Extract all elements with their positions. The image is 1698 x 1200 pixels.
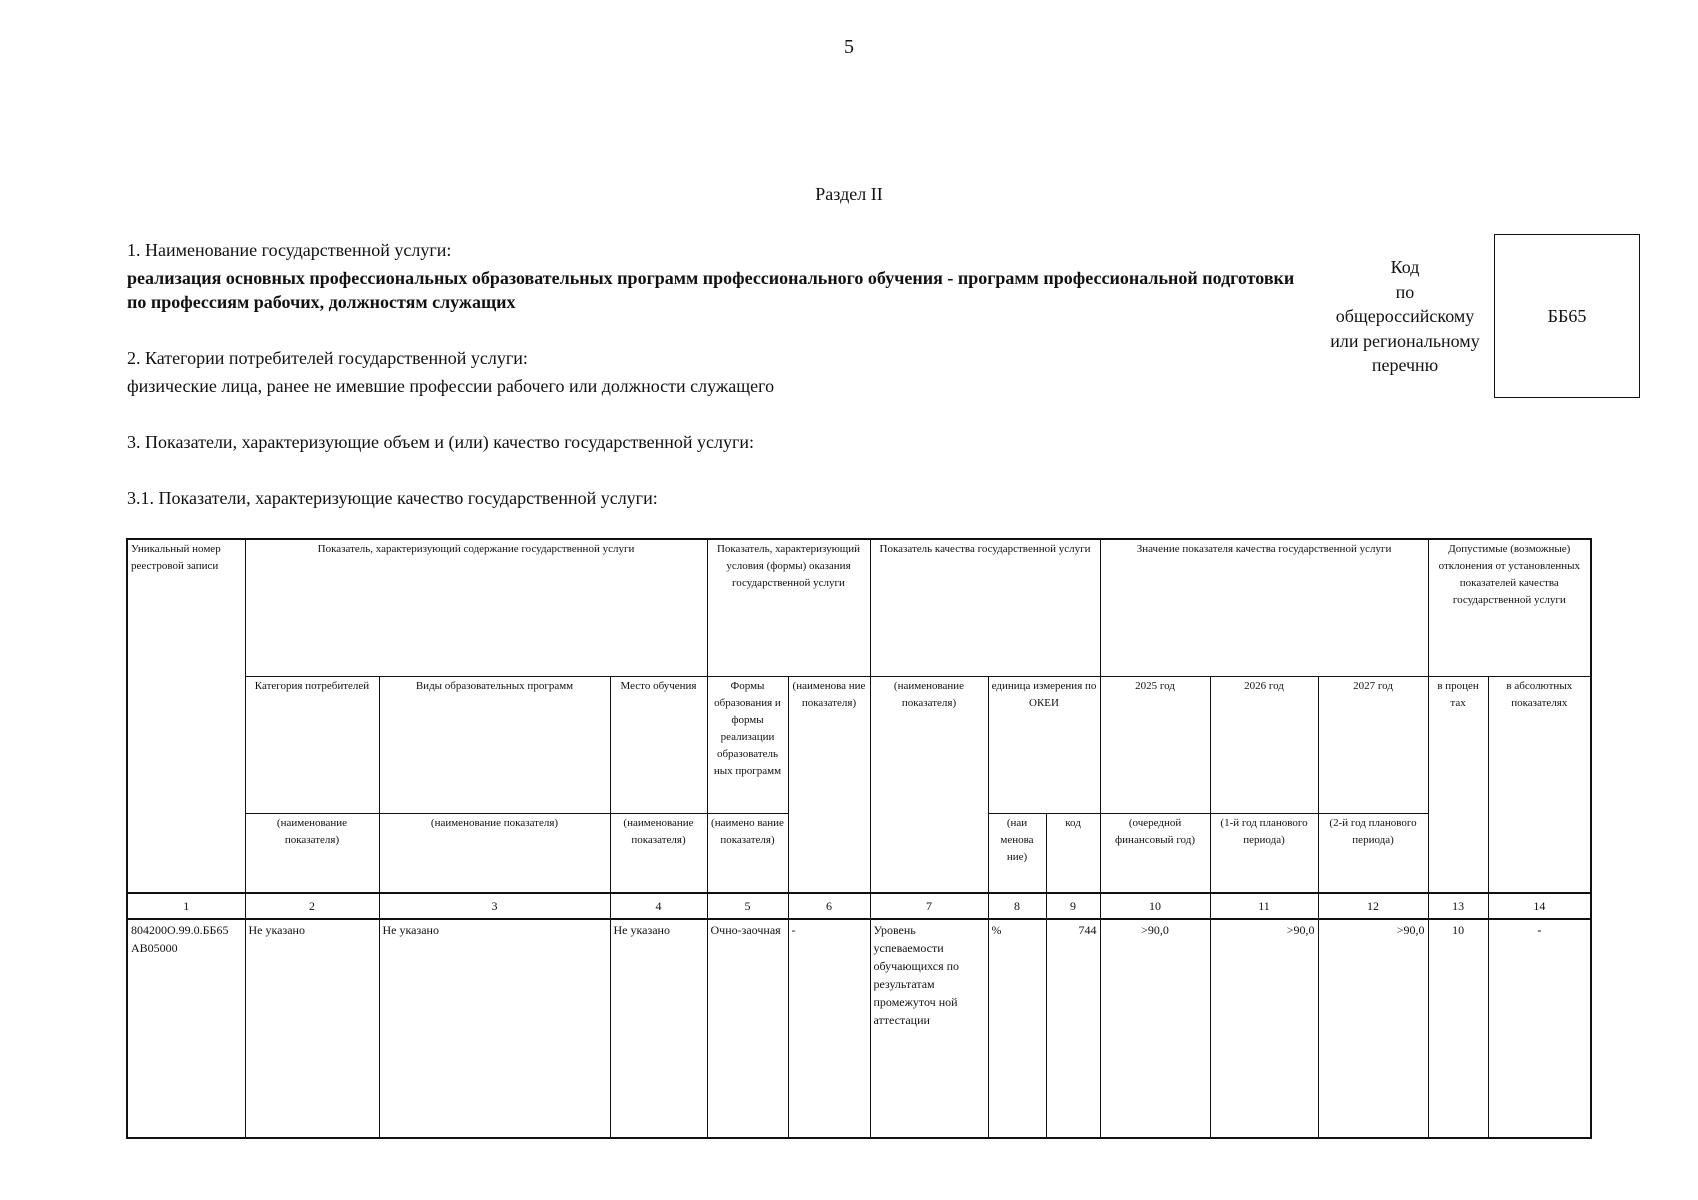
header-deviation: Допустимые (возможные) отклонения от установленных показателей качества государственной услуги: [1428, 539, 1591, 676]
sub-unit-name: (наи менова ние): [988, 813, 1046, 893]
cell-2025: >90,0: [1100, 919, 1210, 1138]
col-number: 14: [1488, 893, 1591, 919]
cell-percent: 10: [1428, 919, 1488, 1138]
code-label-line: перечню: [1371, 355, 1439, 375]
col-number: 8: [988, 893, 1046, 919]
cell-place: Не указано: [610, 919, 707, 1138]
item3-label: 3. Показатели, характеризующие объем и (или) качество государственной услуги:: [127, 432, 754, 452]
col-number: 5: [707, 893, 788, 919]
header-content: Показатель, характеризующий содержание государственной услуги: [245, 539, 707, 676]
cell-indicator: Уровень успеваемости обучающихся по результатам промежуточ ной аттестации: [870, 919, 988, 1138]
header-place: Место обучения: [610, 676, 707, 813]
col-number: 6: [788, 893, 870, 919]
header-value: Значение показателя качества государственной услуги: [1100, 539, 1428, 676]
header-col6-name: (наименова ние показателя): [788, 676, 870, 893]
sub-col4-name: (наименование показателя): [610, 813, 707, 893]
cell-category: Не указано: [245, 919, 379, 1138]
cell-absolute: -: [1488, 919, 1591, 1138]
item31-label: 3.1. Показатели, характеризующие качество государственной услуги:: [127, 488, 658, 508]
header-2026: 2026 год: [1210, 676, 1318, 813]
header-category: Категория потребителей: [245, 676, 379, 813]
header-row-2: [127, 676, 1591, 813]
col-number: 3: [379, 893, 610, 919]
cell-form: Очно-заочная: [707, 919, 788, 1138]
col-number: 12: [1318, 893, 1428, 919]
header-col7-name: (наименование показателя): [870, 676, 988, 893]
header-2025: 2025 год: [1100, 676, 1210, 813]
sub-col2-name: (наименование показателя): [245, 813, 379, 893]
item1-label: 1. Наименование государственной услуги:: [127, 240, 452, 260]
col-number: 1: [127, 893, 245, 919]
code-box: [1494, 234, 1640, 398]
code-label-line: или региональному: [1330, 330, 1480, 351]
sub-col3-name: (наименование показателя): [379, 813, 610, 893]
header-reg-number: Уникальный номер реестровой записи: [127, 539, 245, 893]
consumers-text: физические лица, ранее не имевшие профессии рабочего или должности служащего: [127, 376, 775, 396]
header-programs: Виды образовательных программ: [379, 676, 610, 813]
table-row: [127, 919, 1591, 1138]
cell-unit: %: [988, 919, 1046, 1138]
sub-year-2027: (2-й год планового периода): [1318, 813, 1428, 893]
sub-year-2026: (1-й год планового периода): [1210, 813, 1318, 893]
item2-label: 2. Категории потребителей государственной услуги:: [127, 348, 528, 368]
code-value: ББ65: [1547, 305, 1587, 326]
code-label-line: Код: [1390, 257, 1420, 277]
code-label: [1300, 255, 1510, 378]
cell-programs: Не указано: [379, 919, 610, 1138]
code-label-line: по: [1395, 281, 1415, 302]
page-number: 5: [844, 36, 854, 58]
header-quality: Показатель качества государственной услуги: [870, 539, 1100, 676]
col-number: 2: [245, 893, 379, 919]
col-number: 13: [1428, 893, 1488, 919]
col-number: 4: [610, 893, 707, 919]
col-number: 11: [1210, 893, 1318, 919]
header-forms: Формы образования и формы реализации образователь ных программ: [707, 676, 788, 813]
col-number: 9: [1046, 893, 1100, 919]
header-2027: 2027 год: [1318, 676, 1428, 813]
col-number: 10: [1100, 893, 1210, 919]
cell-2027: >90,0: [1318, 919, 1428, 1138]
header-conditions: Показатель, характеризующий условия (формы) оказания государственной услуги: [707, 539, 870, 676]
sub-col5-name: (наимено вание показателя): [707, 813, 788, 893]
code-label-line: общероссийскому: [1335, 306, 1475, 326]
header-unit: единица измерения по ОКЕИ: [988, 676, 1100, 813]
cell-col6: -: [788, 919, 870, 1138]
section-title: Раздел II: [815, 184, 883, 204]
cell-2026: >90,0: [1210, 919, 1318, 1138]
service-name: реализация основных профессиональных образовательных программ профессионального обучения - программ профессиональной подготовки по профессиям рабочих, должностям служащих: [127, 268, 1295, 312]
cell-unit-code: 744: [1046, 919, 1100, 1138]
quality-table: [126, 538, 1592, 1139]
sub-year-2025: (очередной финансовый год): [1100, 813, 1210, 893]
sub-unit-code: код: [1046, 813, 1100, 893]
cell-reg-number: 804200О.99.0.ББ65 АВ05000: [127, 919, 245, 1138]
col-number: 7: [870, 893, 988, 919]
column-numbers-row: [127, 893, 1591, 919]
header-absolute: в абсолютных показателях: [1488, 676, 1591, 893]
header-percent: в процен тах: [1428, 676, 1488, 893]
header-row-1: [127, 539, 1591, 676]
